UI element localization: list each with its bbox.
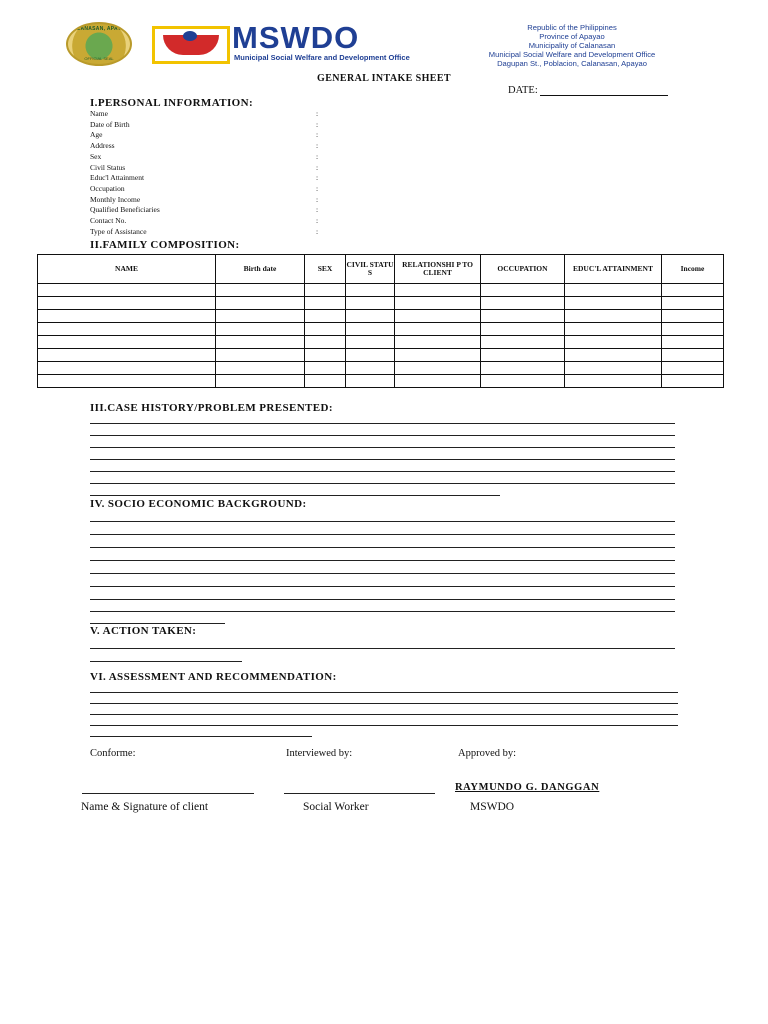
table-cell[interactable] <box>481 362 565 375</box>
field-civil-status: Civil Status <box>90 162 126 172</box>
col-occupation: OCCUPATION <box>481 255 565 284</box>
table-cell[interactable] <box>305 323 346 336</box>
writing-line[interactable] <box>90 661 242 662</box>
colon: : <box>316 205 319 215</box>
worker-signature-line[interactable] <box>284 793 435 794</box>
writing-line[interactable] <box>90 703 678 704</box>
table-cell[interactable] <box>481 336 565 349</box>
table-cell[interactable] <box>216 349 305 362</box>
writing-line[interactable] <box>90 573 675 574</box>
table-cell[interactable] <box>346 349 395 362</box>
colon: : <box>316 194 319 204</box>
writing-line[interactable] <box>90 611 675 612</box>
table-cell[interactable] <box>565 297 662 310</box>
colon: : <box>316 151 319 161</box>
address-line: Republic of the Philippines <box>527 23 617 32</box>
table-cell[interactable] <box>216 336 305 349</box>
table-cell[interactable] <box>305 297 346 310</box>
table-cell[interactable] <box>565 323 662 336</box>
table-cell[interactable] <box>662 349 724 362</box>
table-cell[interactable] <box>38 362 216 375</box>
table-cell[interactable] <box>481 323 565 336</box>
table-cell[interactable] <box>662 310 724 323</box>
table-row <box>38 349 724 362</box>
table-cell[interactable] <box>305 336 346 349</box>
table-cell[interactable] <box>38 349 216 362</box>
table-cell[interactable] <box>346 375 395 388</box>
table-cell[interactable] <box>216 284 305 297</box>
colon: : <box>316 109 319 118</box>
col-relationship: RELATIONSHI P TO CLIENT <box>395 255 481 284</box>
table-cell[interactable] <box>395 284 481 297</box>
table-cell[interactable] <box>305 349 346 362</box>
table-cell[interactable] <box>481 284 565 297</box>
table-cell[interactable] <box>346 323 395 336</box>
approved-by-label: Approved by: <box>458 748 517 759</box>
table-cell[interactable] <box>395 310 481 323</box>
writing-line[interactable] <box>90 692 678 693</box>
table-cell[interactable] <box>565 362 662 375</box>
municipal-seal-icon <box>66 22 132 66</box>
writing-line[interactable] <box>90 447 675 448</box>
address-line: Municipality of Calanasan <box>528 41 616 50</box>
address-line: Dagupan St., Poblacion, Calanasan, Apayao <box>497 59 647 68</box>
client-signature-line[interactable] <box>82 793 254 794</box>
family-table-body <box>38 284 724 388</box>
table-header-row <box>38 255 724 284</box>
personal-field-labels <box>90 109 160 237</box>
table-cell[interactable] <box>565 310 662 323</box>
table-cell[interactable] <box>346 284 395 297</box>
table-cell[interactable] <box>216 310 305 323</box>
col-sex: SEX <box>305 255 346 284</box>
family-composition-heading: II.FAMILY COMPOSITION: <box>90 239 240 251</box>
writing-line[interactable] <box>90 623 225 624</box>
table-cell[interactable] <box>565 336 662 349</box>
personal-info-heading: I.PERSONAL INFORMATION: <box>90 97 254 109</box>
seal-text-bottom: OFFICIAL SEAL <box>84 56 114 61</box>
date-label: DATE: <box>508 85 538 96</box>
table-cell[interactable] <box>565 284 662 297</box>
socio-economic-heading: IV. SOCIO ECONOMIC BACKGROUND: <box>90 498 307 510</box>
writing-line[interactable] <box>90 483 675 484</box>
table-cell[interactable] <box>38 297 216 310</box>
table-cell[interactable] <box>346 297 395 310</box>
brand-subtitle: Municipal Social Welfare and Development Office <box>234 53 410 62</box>
field-sex: Sex <box>90 151 102 161</box>
client-signature-label: Name & Signature of client <box>81 801 209 813</box>
address-line: Municipal Social Welfare and Development Office <box>488 50 656 59</box>
field-contact: Contact No. <box>90 216 127 226</box>
table-cell[interactable] <box>346 336 395 349</box>
page-title: GENERAL INTAKE SHEET <box>317 73 451 84</box>
seal-text-top: CALANASAN, APAYAO <box>69 26 129 32</box>
table-row <box>38 375 724 388</box>
table-cell[interactable] <box>346 310 395 323</box>
table-cell[interactable] <box>216 297 305 310</box>
table-row <box>38 336 724 349</box>
approver-title: MSWDO <box>470 801 515 813</box>
col-civil-status: CIVIL STATU S <box>346 255 395 284</box>
field-assistance: Type of Assistance <box>90 226 147 236</box>
table-row <box>38 310 724 323</box>
colon: : <box>316 173 319 183</box>
table-cell[interactable] <box>481 375 565 388</box>
writing-line[interactable] <box>90 534 675 535</box>
writing-line[interactable] <box>90 586 675 587</box>
field-address: Address <box>90 141 115 151</box>
table-cell[interactable] <box>481 310 565 323</box>
table-cell[interactable] <box>662 284 724 297</box>
table-cell[interactable] <box>305 362 346 375</box>
brand-name: MSWDO <box>232 20 360 55</box>
table-cell[interactable] <box>305 375 346 388</box>
table-row <box>38 362 724 375</box>
writing-line[interactable] <box>90 471 675 472</box>
table-cell[interactable] <box>346 362 395 375</box>
table-cell[interactable] <box>395 323 481 336</box>
date-line[interactable] <box>540 85 668 96</box>
table-cell[interactable] <box>395 349 481 362</box>
conforme-label: Conforme: <box>90 748 136 759</box>
colon: : <box>316 183 319 193</box>
table-cell[interactable] <box>481 297 565 310</box>
table-row <box>38 284 724 297</box>
table-row <box>38 323 724 336</box>
writing-line[interactable] <box>90 599 675 600</box>
table-cell[interactable] <box>662 323 724 336</box>
writing-line[interactable] <box>90 714 678 715</box>
table-cell[interactable] <box>662 336 724 349</box>
table-cell[interactable] <box>305 284 346 297</box>
writing-line[interactable] <box>90 459 675 460</box>
table-cell[interactable] <box>395 375 481 388</box>
writing-line[interactable] <box>90 547 675 548</box>
col-educ-attainment: EDUC'L ATTAINMENT <box>565 255 662 284</box>
family-table <box>37 254 724 388</box>
table-cell[interactable] <box>395 297 481 310</box>
table-cell[interactable] <box>565 349 662 362</box>
table-cell[interactable] <box>395 336 481 349</box>
colon: : <box>316 162 319 172</box>
table-cell[interactable] <box>216 362 305 375</box>
table-cell[interactable] <box>38 323 216 336</box>
field-dob: Date of Birth <box>90 119 130 129</box>
col-name: NAME <box>38 255 216 284</box>
social-worker-label: Social Worker <box>303 801 369 813</box>
colon: : <box>316 216 319 226</box>
colon: : <box>316 119 319 129</box>
table-cell[interactable] <box>38 310 216 323</box>
mswdo-logo-icon <box>152 26 230 64</box>
colon: : <box>316 226 319 236</box>
table-cell[interactable] <box>38 375 216 388</box>
col-birth-date: Birth date <box>216 255 305 284</box>
personal-field-colons <box>316 109 318 237</box>
writing-line[interactable] <box>90 495 500 496</box>
table-cell[interactable] <box>305 310 346 323</box>
table-cell[interactable] <box>38 336 216 349</box>
field-beneficiaries: Qualified Beneficiaries <box>90 205 160 215</box>
table-cell[interactable] <box>662 375 724 388</box>
field-educ: Educ'l Attainment <box>90 173 145 183</box>
writing-line[interactable] <box>90 560 675 561</box>
table-cell[interactable] <box>216 375 305 388</box>
writing-line[interactable] <box>90 648 675 649</box>
field-monthly-income: Monthly Income <box>90 194 141 204</box>
writing-line[interactable] <box>90 521 675 522</box>
interviewed-by-label: Interviewed by: <box>286 748 353 759</box>
table-row <box>38 297 724 310</box>
field-age: Age <box>90 130 103 140</box>
assessment-heading: VI. ASSESSMENT AND RECOMMENDATION: <box>90 671 337 683</box>
table-cell[interactable] <box>662 362 724 375</box>
table-cell[interactable] <box>481 349 565 362</box>
date-field[interactable] <box>508 85 668 96</box>
action-taken-heading: V. ACTION TAKEN: <box>90 625 197 637</box>
field-name: Name <box>90 109 108 118</box>
case-history-heading: III.CASE HISTORY/PROBLEM PRESENTED: <box>90 402 333 414</box>
office-address-block <box>470 23 674 68</box>
writing-line[interactable] <box>90 725 678 726</box>
writing-line[interactable] <box>90 423 675 424</box>
approver-name: RAYMUNDO G. DANGGAN <box>455 782 600 793</box>
writing-line[interactable] <box>90 435 675 436</box>
writing-line[interactable] <box>90 736 312 737</box>
table-cell[interactable] <box>38 284 216 297</box>
colon: : <box>316 130 319 140</box>
colon: : <box>316 141 319 151</box>
table-cell[interactable] <box>662 297 724 310</box>
col-income: Income <box>662 255 724 284</box>
table-cell[interactable] <box>395 362 481 375</box>
address-line: Province of Apayao <box>539 32 605 41</box>
table-cell[interactable] <box>565 375 662 388</box>
table-cell[interactable] <box>216 323 305 336</box>
field-occupation: Occupation <box>90 183 125 193</box>
